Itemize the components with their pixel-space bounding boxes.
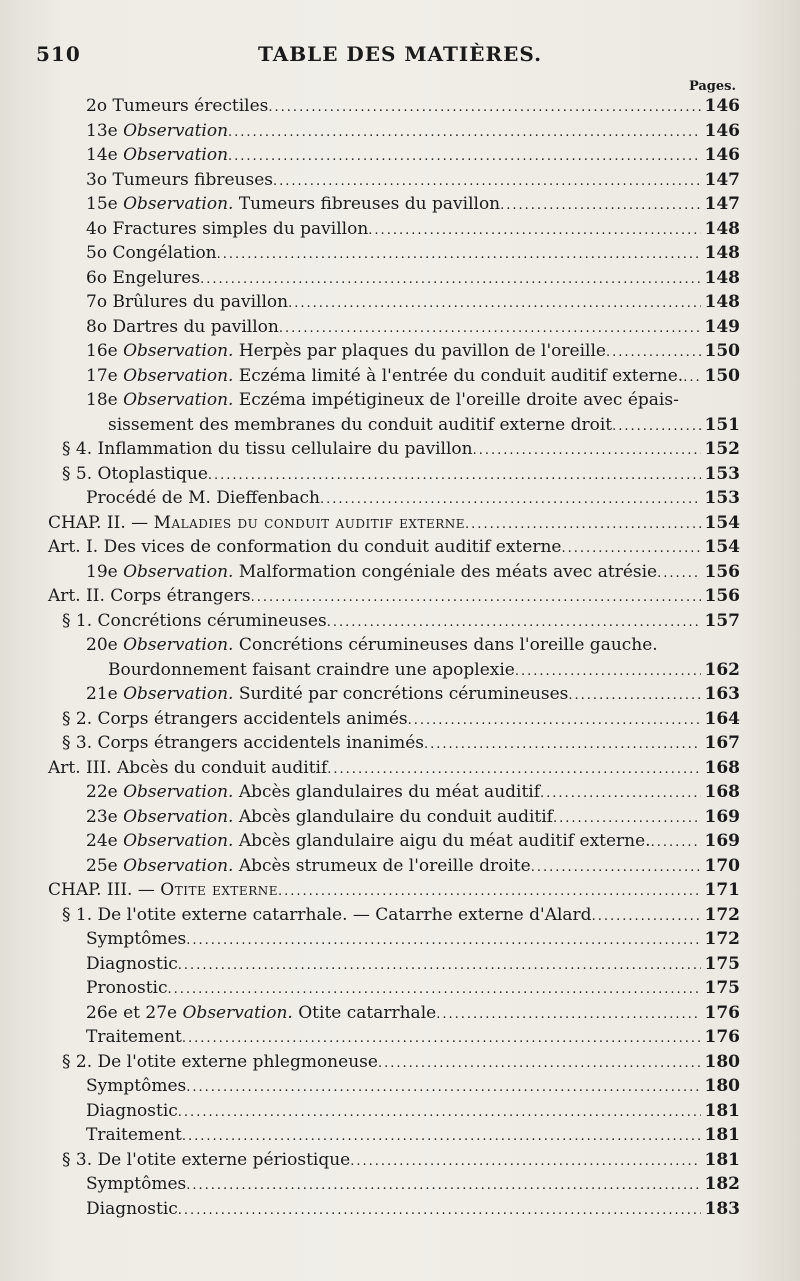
observation-label: Observation. xyxy=(123,194,234,214)
toc-entry xyxy=(48,707,740,732)
toc-entry xyxy=(48,903,740,928)
leader-dots xyxy=(178,1099,701,1126)
toc-entry-label xyxy=(62,707,408,732)
toc-entry-text: Des vices de conformation du conduit auditif externe xyxy=(103,537,562,557)
leader-dots xyxy=(186,1074,700,1101)
toc-entry-text: Abcès strumeux de l'oreille droite xyxy=(233,855,531,876)
toc-entry xyxy=(48,1123,740,1148)
toc-entry xyxy=(48,952,740,977)
toc-entry-prefix: 16e xyxy=(86,341,124,361)
toc-entry-label xyxy=(86,1197,178,1222)
toc-entry-text: Eczéma limité à l'entrée du conduit auditif externe. xyxy=(233,365,684,386)
toc-entry-label xyxy=(48,878,278,903)
leader-dots xyxy=(651,829,701,856)
leader-dots xyxy=(592,903,701,930)
toc-entry-label xyxy=(86,854,531,879)
toc-entry xyxy=(48,119,740,144)
leader-dots xyxy=(540,780,700,807)
toc-entry xyxy=(48,609,740,634)
leader-dots xyxy=(553,805,701,832)
leader-dots xyxy=(424,731,701,758)
leader-dots xyxy=(683,364,700,391)
toc-page-number: 181 xyxy=(704,1125,740,1145)
toc-entry-label xyxy=(86,290,288,315)
leader-dots xyxy=(612,413,700,440)
toc-entry-prefix: 15e xyxy=(86,194,124,214)
toc-entry-text: sissement des membranes du conduit auditif externe droit xyxy=(108,414,613,435)
toc-entry xyxy=(48,976,740,1001)
toc-entry-text: Tumeurs érectiles xyxy=(112,96,269,116)
toc-page-number: 153 xyxy=(704,463,740,484)
toc-page-number: 154 xyxy=(704,512,740,533)
leader-dots xyxy=(368,217,700,244)
toc-page-number: 169 xyxy=(704,806,740,827)
toc-entry xyxy=(48,1197,740,1222)
toc-entry xyxy=(48,413,740,438)
leader-dots xyxy=(228,143,700,170)
leader-dots xyxy=(168,976,701,1003)
observation-label: Observation xyxy=(123,145,229,165)
toc-entry-prefix: 19e xyxy=(86,561,124,582)
toc-entry-text: Engelures xyxy=(112,267,201,288)
leader-dots xyxy=(228,119,700,146)
toc-page-number: 163 xyxy=(704,684,740,704)
toc-entry-prefix: 18e xyxy=(86,390,124,410)
toc-entry-label xyxy=(86,952,178,977)
toc-entry-text: Diagnostic xyxy=(86,1198,178,1219)
toc-entry-prefix: § 3. xyxy=(62,1149,98,1170)
toc-entry-prefix: 14e xyxy=(86,145,124,165)
observation-label: Observation. xyxy=(123,806,234,827)
toc-entry-label xyxy=(62,1148,350,1173)
leader-dots xyxy=(568,682,700,709)
toc-entry-label xyxy=(48,584,251,609)
toc-entry xyxy=(48,217,740,242)
toc-entry xyxy=(48,1074,740,1099)
leader-dots xyxy=(327,756,700,783)
toc-entry-prefix: 7o xyxy=(86,292,113,312)
toc-entry-text: Corps étrangers xyxy=(110,586,251,606)
toc-entry xyxy=(48,388,740,413)
toc-entry-text: Eczéma impétigineux de l'oreille droite avec épais- xyxy=(233,390,679,410)
toc-page-number: 162 xyxy=(704,659,740,680)
observation-label: Observation. xyxy=(123,635,234,655)
toc-entry xyxy=(48,290,740,315)
toc-entry-prefix: 20e xyxy=(86,635,124,655)
toc-page-number: 175 xyxy=(704,953,740,974)
observation-label: Observation. xyxy=(123,341,234,361)
leader-dots xyxy=(350,1148,700,1175)
toc-page-number: 180 xyxy=(704,1076,740,1096)
toc-entry xyxy=(48,535,740,560)
leader-dots xyxy=(657,560,700,587)
toc-entry-text: Traitement xyxy=(86,1125,182,1145)
toc-entry xyxy=(48,1172,740,1197)
toc-entry-prefix: 21e xyxy=(86,684,124,704)
toc-page-number: 172 xyxy=(704,904,740,925)
toc-entry-label xyxy=(62,437,473,462)
toc-page-number: 154 xyxy=(704,537,740,557)
leader-dots xyxy=(327,609,701,636)
leader-dots xyxy=(186,1172,700,1199)
toc-entry-text: Otite catarrhale xyxy=(292,1002,437,1023)
observation-label: Observation. xyxy=(123,561,234,582)
leader-dots xyxy=(606,339,701,366)
toc-entry-text: Inflammation du tissu cellulaire du pavillon xyxy=(97,439,473,459)
toc-entry-text: Bourdonnement faisant craindre une apoplexie xyxy=(108,659,515,680)
toc-entry xyxy=(48,143,740,168)
toc-page-number: 170 xyxy=(704,855,740,876)
toc-entry-text: Corps étrangers accidentels animés xyxy=(97,708,408,729)
toc-entry-prefix: Art. II. xyxy=(48,586,111,606)
leader-dots xyxy=(288,290,700,317)
toc-entry xyxy=(48,1148,740,1173)
toc-entry-prefix: CHAP. III. — xyxy=(48,880,161,900)
toc-entry xyxy=(48,1099,740,1124)
toc-entry xyxy=(48,633,740,658)
leader-dots xyxy=(200,266,700,293)
toc-entry xyxy=(48,266,740,291)
toc-entry-prefix: 23e xyxy=(86,806,124,827)
toc-entry-label xyxy=(86,486,320,511)
toc-page-number: 156 xyxy=(704,561,740,582)
toc-entry xyxy=(48,829,740,854)
toc-entry-text: Symptômes xyxy=(86,929,187,949)
toc-entry-prefix: § 1. xyxy=(62,904,98,925)
toc-entry xyxy=(48,192,740,217)
toc-entry-label xyxy=(62,731,424,756)
toc-entry-label xyxy=(62,462,208,487)
toc-page-number: 180 xyxy=(704,1051,740,1072)
toc-entry-label xyxy=(86,143,228,168)
toc-page-number: 156 xyxy=(704,586,740,606)
pages-column-label: Pages. xyxy=(688,79,736,94)
toc-entry-label xyxy=(86,94,268,119)
toc-entry-text: Tumeurs fibreuses xyxy=(112,169,274,190)
toc-entry-label xyxy=(86,1123,182,1148)
toc-page-number: 164 xyxy=(704,708,740,729)
toc-entry-label xyxy=(86,682,568,707)
toc-page-number: 176 xyxy=(704,1027,740,1047)
toc-entry-label xyxy=(48,511,465,536)
toc-entry-prefix: 5o xyxy=(86,243,113,263)
leader-dots xyxy=(465,511,700,538)
toc-page-number: 148 xyxy=(704,292,740,312)
toc-page-number: 150 xyxy=(704,341,740,361)
toc-entry xyxy=(48,241,740,266)
leader-dots xyxy=(186,927,700,954)
observation-label: Observation. xyxy=(123,782,234,802)
toc-entry-text: Otite externe xyxy=(160,880,278,900)
observation-label: Observation. xyxy=(123,831,234,851)
toc-entry-label xyxy=(86,388,679,413)
observation-label: Observation. xyxy=(123,365,234,386)
toc-entry-text: Malformation congéniale des méats avec atrésie xyxy=(233,561,658,582)
toc-entry-prefix: CHAP. II. — xyxy=(48,512,154,533)
leader-dots xyxy=(182,1123,701,1150)
toc-entry-text: Herpès par plaques du pavillon de l'oreille xyxy=(233,341,606,361)
observation-label: Observation. xyxy=(123,684,234,704)
toc-entry-text: De l'otite externe périostique xyxy=(97,1149,351,1170)
toc-entry-prefix: § 1. xyxy=(62,610,98,631)
toc-page-number: 176 xyxy=(704,1002,740,1023)
toc-page-number: 171 xyxy=(704,880,740,900)
toc-page-number: 183 xyxy=(704,1198,740,1219)
toc-entry-label xyxy=(86,829,651,854)
running-title: TABLE DES MATIÈRES. xyxy=(257,42,543,66)
toc-entry-prefix: 6o xyxy=(86,267,113,288)
toc-entry-prefix: 4o xyxy=(86,218,113,239)
observation-label: Observation. xyxy=(182,1002,293,1023)
leader-dots xyxy=(378,1050,701,1077)
toc-entry-text: Abcès du conduit auditif xyxy=(117,757,328,778)
observation-label: Observation xyxy=(123,120,229,141)
toc-entry-prefix: 24e xyxy=(86,831,124,851)
toc-entry-prefix: 8o xyxy=(86,316,113,337)
toc-page-number: 168 xyxy=(704,757,740,778)
toc-entry-text: Symptômes xyxy=(86,1174,187,1194)
toc-entry xyxy=(48,731,740,756)
leader-dots xyxy=(178,1197,701,1224)
toc-page-number: 148 xyxy=(704,243,740,263)
toc-entry-prefix: § 4. xyxy=(62,439,98,459)
toc-entry xyxy=(48,658,740,683)
toc-entry-label xyxy=(86,633,658,658)
toc-entry-label xyxy=(86,780,540,805)
leader-dots xyxy=(500,192,700,219)
toc-entry xyxy=(48,437,740,462)
toc-entry xyxy=(48,364,740,389)
toc-entry xyxy=(48,462,740,487)
toc-page-number: 168 xyxy=(704,782,740,802)
toc-page-number: 167 xyxy=(704,733,740,753)
toc-entry-prefix: § 2. xyxy=(62,1051,98,1072)
toc-entry-label xyxy=(86,976,168,1001)
toc-entry-text: Brûlures du pavillon xyxy=(112,292,289,312)
leader-dots xyxy=(182,1025,701,1052)
toc-entry-label xyxy=(48,756,327,781)
toc-entry xyxy=(48,854,740,879)
toc-entry xyxy=(48,1001,740,1026)
toc-entry xyxy=(48,315,740,340)
leader-dots xyxy=(408,707,701,734)
toc-page-number: 146 xyxy=(704,145,740,165)
toc-entry-label xyxy=(86,1099,178,1124)
toc-entry-prefix: § 3. xyxy=(62,733,98,753)
toc-entry-text: Congélation xyxy=(112,243,217,263)
toc-entry-text: De l'otite externe catarrhale. — Catarrhe externe d'Alard xyxy=(97,904,592,925)
toc-entry xyxy=(48,584,740,609)
toc-page-number: 148 xyxy=(704,218,740,239)
toc-entry-label xyxy=(48,535,561,560)
leader-dots xyxy=(217,241,701,268)
toc-entry-prefix: 3o xyxy=(86,169,113,190)
toc-entry xyxy=(48,756,740,781)
toc-entry-label xyxy=(86,1025,182,1050)
toc-page-number: 148 xyxy=(704,267,740,288)
toc-page-number: 153 xyxy=(704,488,740,508)
observation-label: Observation. xyxy=(123,855,234,876)
table-of-contents xyxy=(48,94,740,1221)
leader-dots xyxy=(279,315,701,342)
toc-entry-label xyxy=(62,1050,378,1075)
toc-entry-prefix: Art. III. xyxy=(48,757,117,778)
toc-entry-label xyxy=(86,315,279,340)
toc-entry-text: Otoplastique xyxy=(97,463,208,484)
toc-entry-text: Diagnostic xyxy=(86,953,178,974)
toc-entry-text: Dartres du pavillon xyxy=(112,316,279,337)
toc-entry-label xyxy=(86,119,228,144)
leader-dots xyxy=(208,462,701,489)
page-number: 510 xyxy=(36,42,81,66)
toc-page-number: 172 xyxy=(704,929,740,949)
toc-entry-label xyxy=(86,927,186,952)
toc-entry-prefix: 13e xyxy=(86,120,124,141)
toc-entry-label xyxy=(86,560,657,585)
toc-entry xyxy=(48,927,740,952)
toc-entry-text: Abcès glandulaires du méat auditif xyxy=(233,782,541,802)
toc-entry xyxy=(48,168,740,193)
toc-entry-text: Tumeurs fibreuses du pavillon xyxy=(233,194,501,214)
toc-page-number: 149 xyxy=(704,316,740,337)
toc-entry xyxy=(48,339,740,364)
toc-page-number: 146 xyxy=(704,120,740,141)
toc-entry-prefix: 22e xyxy=(86,782,124,802)
toc-entry-label xyxy=(86,168,273,193)
toc-entry-prefix: Art. I. xyxy=(48,537,104,557)
toc-page-number: 181 xyxy=(704,1100,740,1121)
toc-entry-label xyxy=(108,658,515,683)
leader-dots xyxy=(278,878,701,905)
toc-entry-label xyxy=(86,1074,186,1099)
toc-entry-label xyxy=(108,413,612,438)
toc-entry-label xyxy=(86,266,200,291)
page-header xyxy=(0,36,800,66)
leader-dots xyxy=(515,658,701,685)
toc-entry-label xyxy=(86,339,606,364)
toc-entry-label xyxy=(86,217,368,242)
leader-dots xyxy=(473,437,701,464)
leader-dots xyxy=(268,94,700,121)
toc-page-number: 147 xyxy=(704,194,740,214)
toc-entry xyxy=(48,780,740,805)
toc-page-number: 157 xyxy=(704,610,740,631)
toc-entry-text: De l'otite externe phlegmoneuse xyxy=(97,1051,378,1072)
toc-entry xyxy=(48,560,740,585)
toc-entry-label xyxy=(86,364,683,389)
toc-entry xyxy=(48,1025,740,1050)
toc-page-number: 152 xyxy=(704,439,740,459)
toc-page-number: 147 xyxy=(704,169,740,190)
toc-entry-label xyxy=(86,241,217,266)
toc-entry xyxy=(48,94,740,119)
toc-entry-text: Surdité par concrétions cérumineuses xyxy=(233,684,569,704)
toc-entry-text: Pronostic xyxy=(86,978,168,998)
toc-entry xyxy=(48,1050,740,1075)
toc-entry-label xyxy=(86,1001,436,1026)
toc-entry-label xyxy=(86,192,500,217)
toc-entry xyxy=(48,486,740,511)
toc-page-number: 146 xyxy=(704,96,740,116)
toc-entry-prefix: 25e xyxy=(86,855,124,876)
toc-entry-text: Abcès glandulaire du conduit auditif xyxy=(233,806,553,827)
toc-entry xyxy=(48,878,740,903)
toc-entry-text: Maladies du conduit auditif externe xyxy=(153,512,466,533)
leader-dots xyxy=(273,168,700,195)
toc-entry-text: Traitement xyxy=(86,1027,182,1047)
toc-entry-text: Symptômes xyxy=(86,1076,187,1096)
toc-entry xyxy=(48,511,740,536)
toc-entry-prefix: 26e et 27e xyxy=(86,1002,183,1023)
toc-page-number: 181 xyxy=(704,1149,740,1170)
toc-entry-prefix: § 2. xyxy=(62,708,98,729)
toc-entry-label xyxy=(62,903,592,928)
toc-page-number: 169 xyxy=(704,831,740,851)
toc-entry-prefix: 2o xyxy=(86,96,113,116)
toc-entry xyxy=(48,805,740,830)
toc-entry-label xyxy=(86,1172,186,1197)
leader-dots xyxy=(531,854,701,881)
observation-label: Observation. xyxy=(123,390,234,410)
toc-page-number: 182 xyxy=(704,1174,740,1194)
leader-dots xyxy=(251,584,701,611)
toc-entry-label xyxy=(86,805,553,830)
leader-dots xyxy=(178,952,701,979)
leader-dots xyxy=(436,1001,700,1028)
toc-entry-text: Corps étrangers accidentels inanimés xyxy=(97,733,424,753)
toc-page-number: 150 xyxy=(704,365,740,386)
toc-entry-text: Diagnostic xyxy=(86,1100,178,1121)
toc-entry-text: Abcès glandulaire aigu du méat auditif externe. xyxy=(233,831,651,851)
leader-dots xyxy=(320,486,701,513)
toc-entry-text: Concrétions cérumineuses dans l'oreille gauche. xyxy=(233,635,658,655)
toc-entry-text: Concrétions cérumineuses xyxy=(97,610,327,631)
toc-entry-prefix: 17e xyxy=(86,365,124,386)
toc-entry xyxy=(48,682,740,707)
leader-dots xyxy=(561,535,700,562)
toc-entry-label xyxy=(62,609,327,634)
toc-page-number: 151 xyxy=(704,414,740,435)
toc-entry-text: Procédé de M. Dieffenbach xyxy=(86,488,320,508)
toc-entry-text: Fractures simples du pavillon xyxy=(112,218,369,239)
toc-page-number: 175 xyxy=(704,978,740,998)
toc-entry-prefix: § 5. xyxy=(62,463,98,484)
